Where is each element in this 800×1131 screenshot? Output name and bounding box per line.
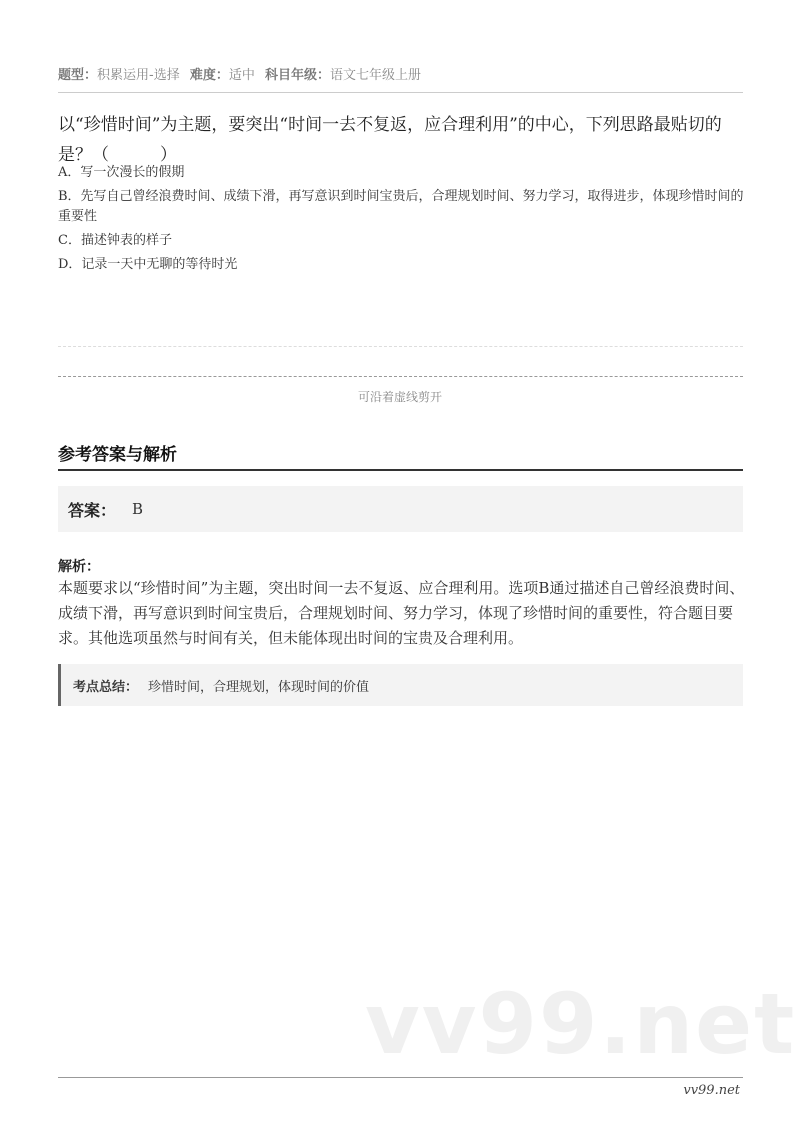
question-stem: 以“珍惜时间”为主题，要突出“时间一去不复返，应合理利用”的中心，下列思路最贴切的是？（ ） — [58, 115, 722, 165]
footer-divider — [58, 1077, 743, 1078]
analysis-label: 解析： — [58, 559, 100, 575]
cut-hint: 可沿着虚线剪开 — [357, 390, 442, 404]
top-divider — [58, 92, 743, 93]
analysis-text: 本题要求以“珍惜时间”为主题，突出时间一去不复返、应合理利用。选项B通过描述自己曾经浪费时间、成绩下滑，再写意识到时间宝贵后，合理规划时间、努力学习，体现了珍惜时间的重要性，符合题目要求。其他选项虽然与时间有关，但未能体现出时间的宝贵及合理利用。 — [58, 579, 745, 647]
question-meta — [58, 64, 427, 83]
option-b: B．先写自己曾经浪费时间、成绩下滑，再写意识到时间宝贵后，合理规划时间、努力学习，取得进步，体现珍惜时间的重要性 — [58, 189, 744, 224]
summary-value: 珍惜时间，合理规划，体现时间的价值 — [148, 679, 370, 695]
option-list — [58, 163, 748, 279]
cut-line — [58, 376, 743, 377]
answer-value: B — [132, 500, 144, 518]
answer-section-title: 参考答案与解析 — [58, 445, 177, 465]
option-a: A．写一次漫长的假期 — [58, 165, 185, 180]
type-value: 积累运用-选择 — [97, 68, 180, 83]
watermark: vv99.net — [365, 975, 797, 1073]
summary-label: 考点总结： — [73, 679, 139, 695]
option-c: C．描述钟表的样子 — [58, 233, 172, 248]
option-d: D．记录一天中无聊的等待时光 — [58, 257, 238, 272]
grade-value: 语文七年级上册 — [330, 68, 422, 83]
answer-label: 答案： — [68, 500, 117, 520]
section-divider — [58, 469, 743, 471]
summary-box — [58, 664, 743, 706]
type-label: 题型： — [58, 68, 98, 83]
difficulty-value: 适中 — [228, 68, 255, 83]
answer-box — [58, 486, 743, 532]
footer-site: vv99.net — [683, 1083, 740, 1098]
difficulty-label: 难度： — [189, 68, 229, 83]
grade-label: 科目年级： — [265, 68, 331, 83]
light-dashed-divider — [58, 346, 743, 347]
